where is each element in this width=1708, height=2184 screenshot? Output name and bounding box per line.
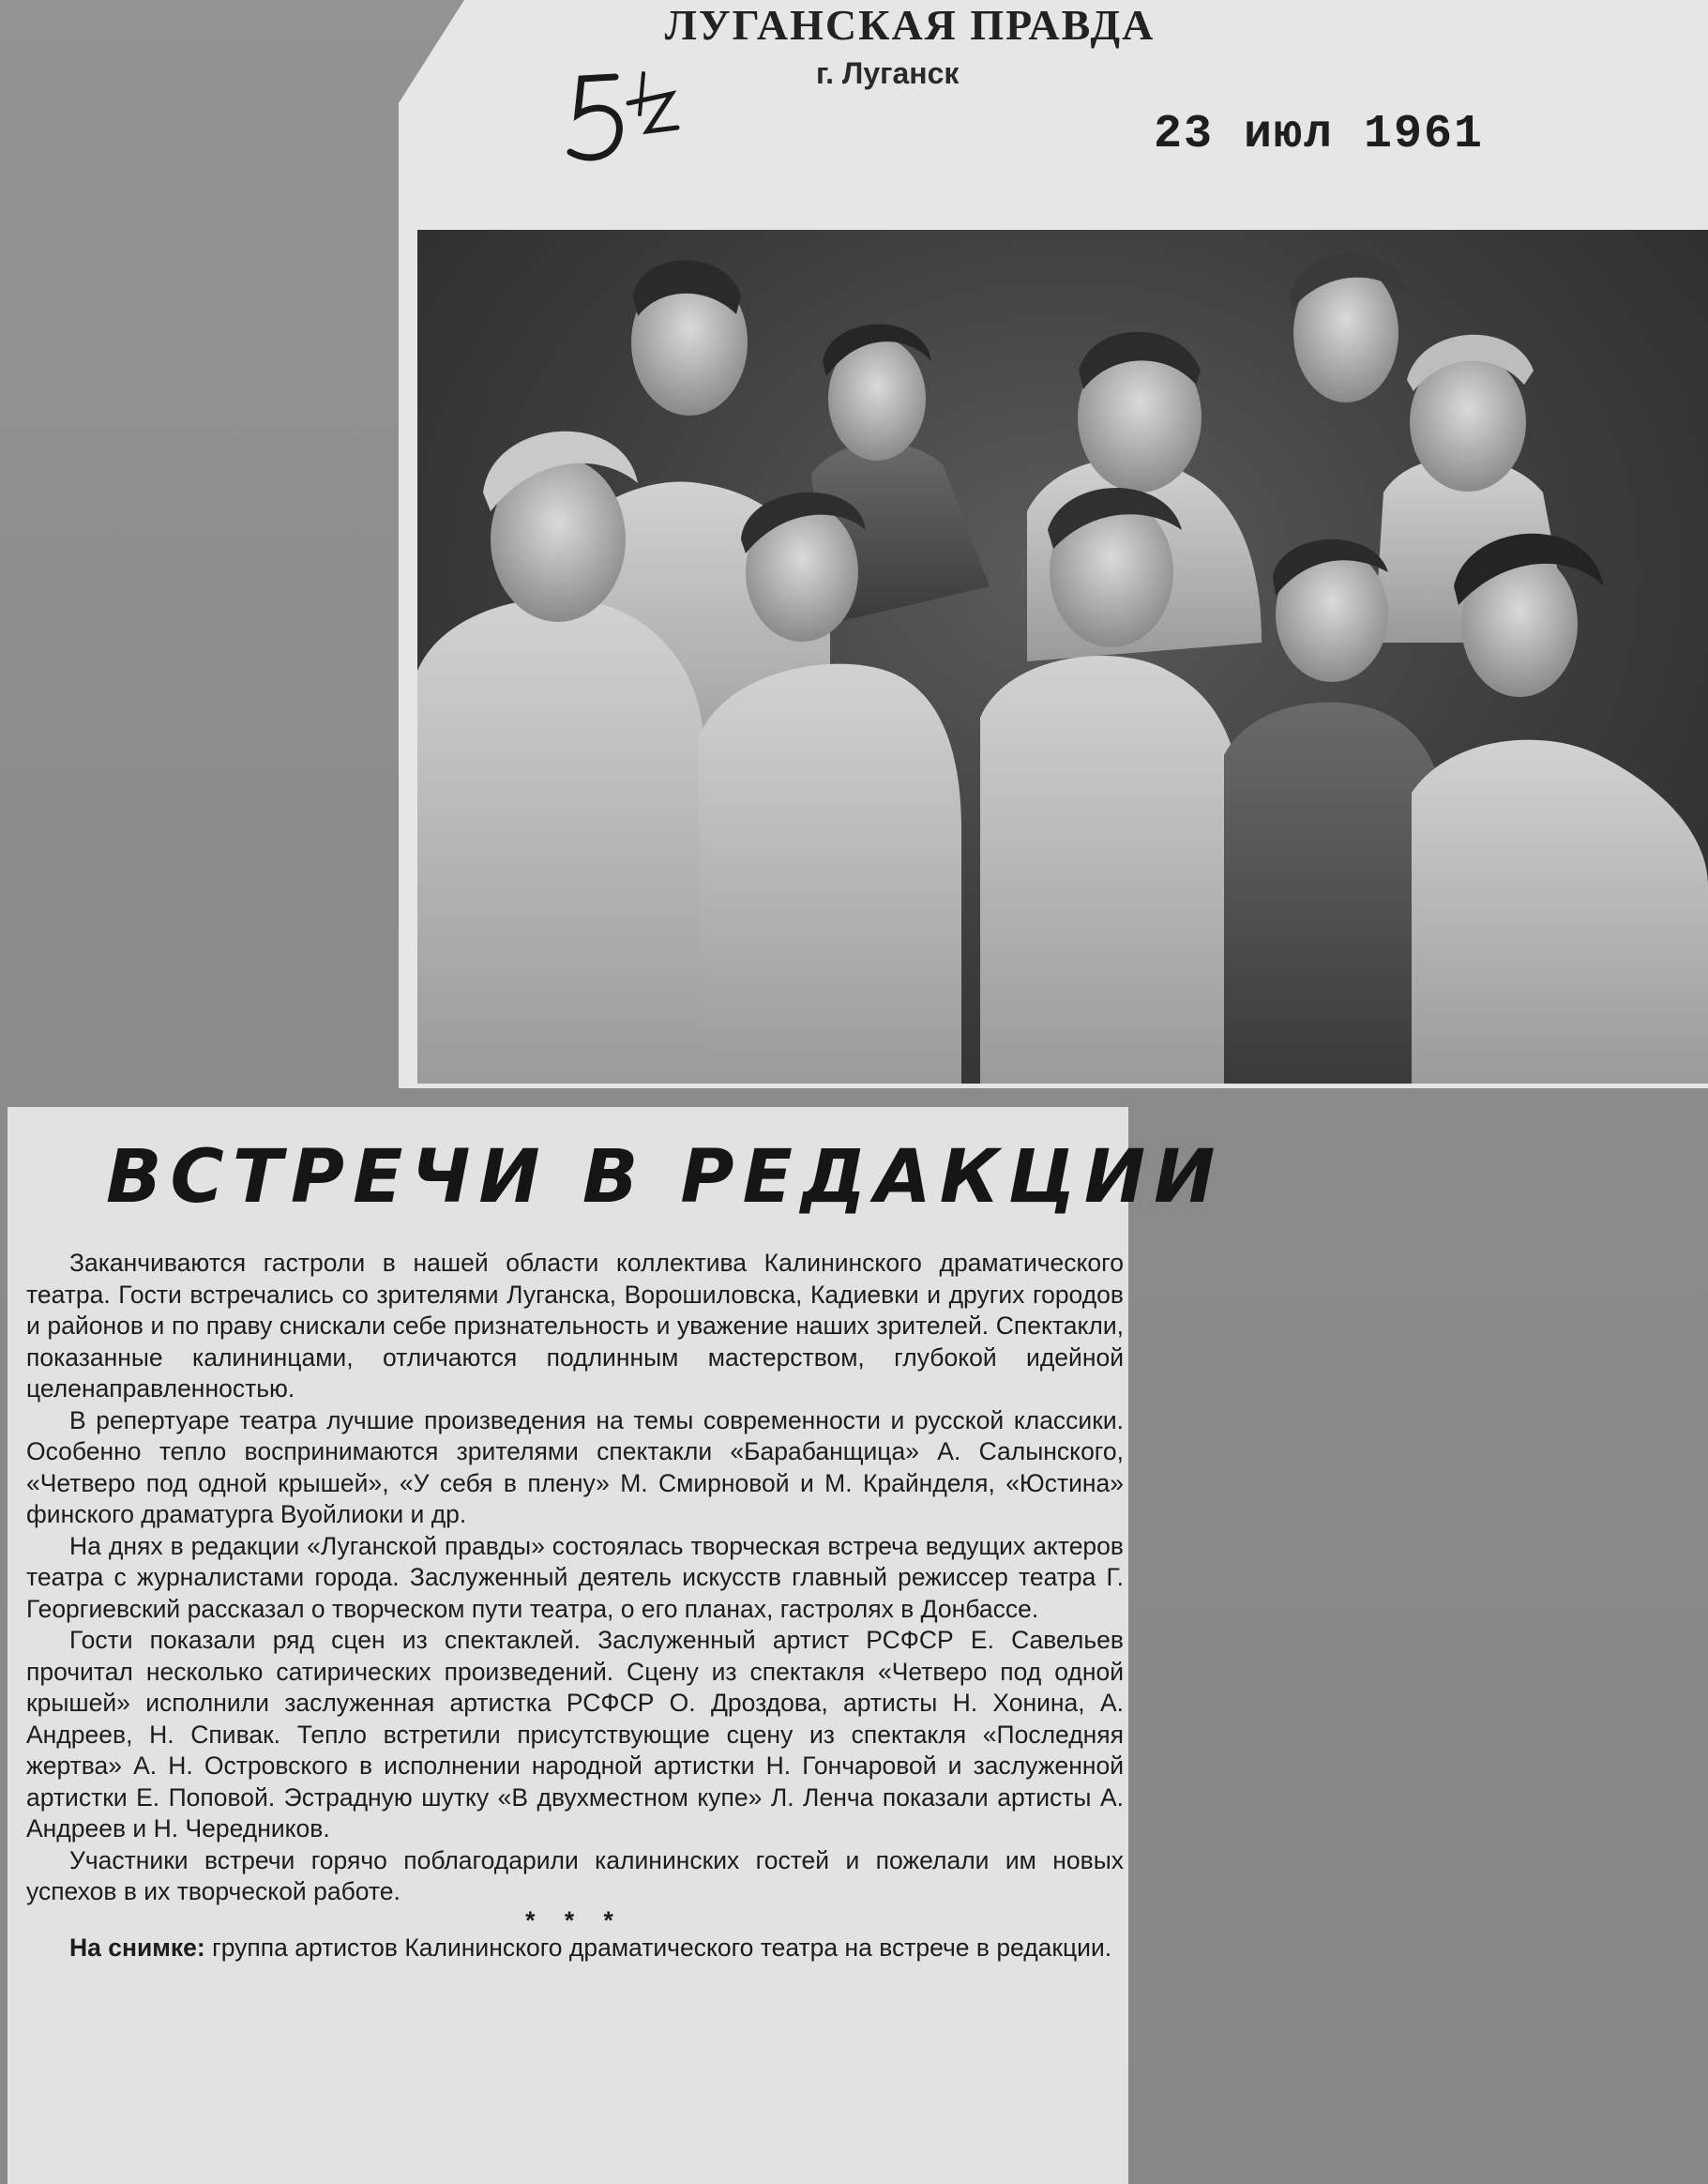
article-paragraph: На днях в редакции «Луганской правды» состоялась творческая встреча ведущих актеров театра с журналистами города. Заслуженный деятель искусств главный режиссер театра Г. Георгиевский рассказал о творческом пути театра, о его планах, гастролях в Донбассе. [26, 1531, 1124, 1623]
article-clipping [8, 1107, 1224, 2184]
article-title: ВСТРЕЧИ В РЕДАКЦИИ [106, 1135, 1224, 1220]
caption-label: На снимке: [69, 1933, 205, 1962]
article-paragraph: Участники встречи горячо поблагодарили калининских гостей и пожелали им новых успехов в их творческой работе. [26, 1845, 1124, 1905]
masthead-city: г. Луганск [816, 56, 960, 90]
article-paragraph: В репертуаре театра лучшие произведения на темы современности и русской классики. Особенно тепло воспринимаются зрителями спектакли «Барабанщица» А. Салынского, «Четверо под одной крышей», «У себя в плену» М. Смирновой и М. Крайнделя, «Юстина» финского драматурга Вуойлиоки и др. [26, 1405, 1124, 1528]
date-stamp: 23 июл 1961 [1154, 108, 1485, 161]
article-paragraph: Гости показали ряд сцен из спектаклей. Заслуженный артист РСФСР Е. Савельев прочитал несколько сатирических произведений. Сцену из спектакля «Четверо под одной крышей» исполнили заслуженная артистка РСФСР О. Дроздова, артисты Н. Хонина, А. Андреев, Н. Спивак. Тепло встретили присутствующие сцену из спектакля «Последняя жертва» А. Н. Островского в исполнении народной артистки Н. Гончаровой и заслуженной артистки Е. Поповой. Эстрадную шутку «В двухместном купе» Л. Ленча показали артисты А. Андреев и Н. Чередников. [26, 1626, 1124, 1843]
article-paragraph: Заканчиваются гастроли в нашей области коллектива Калининского драматического театра. Гости встречались со зрителями Луганска, Ворошиловска, Кадиевки и других городов и районов и по праву снискали себе признательность и уважение наших зрителей. Спектакли, показанные калининцами, отличаются подлинным мастерством, глубокой идейной целенаправленностью. [26, 1249, 1124, 1403]
photo-caption [26, 1933, 1124, 1964]
newspaper-masthead: ЛУГАНСКАЯ ПРАВДА [664, 1, 1156, 49]
group-photo [417, 230, 1708, 1084]
section-separator: * * * [525, 1905, 625, 1934]
article-body [26, 1248, 1124, 1964]
caption-text: группа артистов Калининского драматического театра на встрече в редакции. [204, 1933, 1112, 1962]
group-photo-illustration [417, 230, 1708, 1084]
handwritten-number [561, 66, 683, 169]
